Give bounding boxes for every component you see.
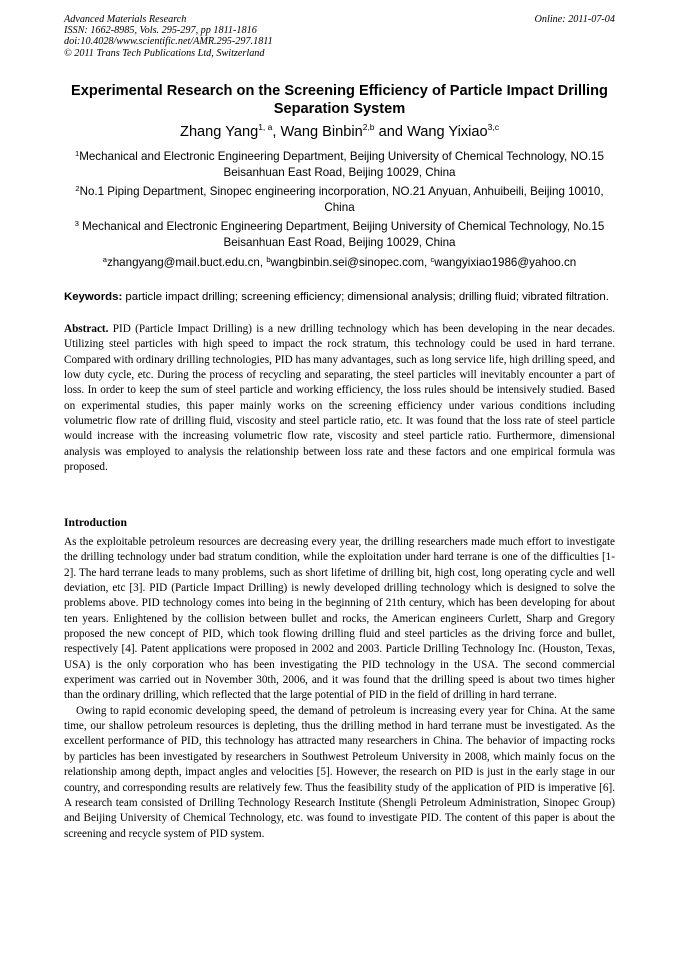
introduction-paragraph: Owing to rapid economic developing speed, the demand of petroleum is increasing every year for China. At the same time, our shallow petroleum resources is depleting, thus the drilling method in hard terrane must be investigated. As the excellent performance of PID, this technology has attracted many researchers in China. The behavior of impacting rocks by particles has been investigated by researchers in Southwest Petroleum University in 2008, which mainly focus on the relationship among depth, impact angles and velocities [5]. However, the research on PID is just in the early stage in our country, and corresponding results are relatively few. Thus the feasibility study of the application of PID is imperative [6]. A research team consisted of Drilling Technology Research Institute (Shengli Petroleum Administration, Sinopec Group) and Beijing University of Chemical Technology, etc. was found to investigate PID. The content of this paper is about the screening and recycle system of PID system. [64, 704, 615, 840]
affiliation [64, 219, 615, 251]
affiliation [64, 184, 615, 216]
email-marker: b [266, 255, 271, 264]
abstract-text: PID (Particle Impact Drilling) is a new drilling technology which has been developing in the near decades. Utilizing steel particles with high speed to impact the rock stratum, this technology could be used in hard terrane. Compared with ordinary drilling technologies, PID has many advantages, such as long service life, high drilling speed, and low duty cycle, etc. During the process of recycling and separating, the steel particles will inevitably encounter a part of loss. In order to keep the sum of steel particle and working efficiency, the loss rules should be intensively studied. Based on experimental studies, this paper mainly works on the screening efficiency under various conditions including volumetric flow rate of drilling fluid, viscosity and steel particle ratio, etc. It was found that the loss rate of steel particle would increase with the increasing volumetric flow rate, viscosity and steel particle ratio. Furthermore, dimensional analysis was employed to analysis the relationship between loss rate and these factors and one empirical formula was proposed. [64, 323, 615, 474]
author-name: Wang Binbin [280, 124, 363, 140]
journal-issn: ISSN: 1662-8985, Vols. 295-297, pp 1811-1816 [64, 25, 257, 37]
journal-doi: doi:10.4028/www.scientific.net/AMR.295-297.1811 [64, 36, 273, 48]
author-affiliation-marker: 3,c [487, 122, 499, 132]
section-heading-introduction: Introduction [64, 516, 127, 529]
affiliation-marker: 2 [75, 184, 80, 193]
keywords-text: particle impact drilling; screening efficiency; dimensional analysis; drilling fluid; vibrated filtration. [122, 291, 609, 303]
introduction-paragraph: As the exploitable petroleum resources are decreasing every year, the drilling researchers made much effort to investigate the drilling technology under bad stratum condition, while the exploitation under hard terrane is one of the difficulties [1-2]. The hard terrane leads to many problems, such as short lifetime of drilling bit, high cost, long operating cycle and well deviation, etc [3]. PID (Particle Impact Drilling) is newly developed drilling technology which is designed to solve the problems above. PID technology comes into being in the beginning of 21th century, which has been developing for about ten years. Enlightened by the collision between bullet and rocks, the American engineers Curlett, Sharp and Gregory proposed the new concept of PID, which took flowing drilling fluid and steel particles as the driving force and bullet, respectively [4]. Patent applications were proposed in 2002 and 2003. Particle Drilling Technology Inc. (Houston, Texas, USA) is the only corporation who has been investigating the PID technology in the USA. The second commercial experiment was carried out in November 30th, 2006, and it was found that the drilling speed is about two times higher than the ordinary drilling, which reflected that the large potential of PID in the field of drilling in hard terrane. [64, 536, 615, 702]
introduction-body [64, 535, 615, 842]
author-emails [64, 255, 615, 271]
abstract-label: Abstract. [64, 323, 109, 335]
affiliation-text: Mechanical and Electronic Engineering Department, Beijing University of Chemical Technology, NO.15 Beisanhuan East Road, Beijing 10029, China [79, 150, 604, 179]
author-affiliation-marker: 1, a [258, 122, 273, 132]
keywords [64, 290, 615, 305]
affiliation [64, 149, 615, 181]
email-address: zhangyang@mail.buct.edu.cn, [106, 256, 267, 269]
keywords-label: Keywords: [64, 291, 123, 303]
journal-name: Advanced Materials Research [64, 14, 187, 25]
journal-header [64, 14, 615, 59]
author-list [64, 123, 615, 141]
author-name: Wang Yixiao [407, 124, 488, 140]
author-name: Zhang Yang [180, 124, 259, 140]
author-separator: , [272, 124, 281, 140]
affiliation-marker: 3 [74, 219, 79, 228]
email-address: wangyixiao1986@yahoo.cn [434, 256, 577, 269]
affiliation-marker: 1 [75, 149, 80, 158]
author-separator: and [374, 124, 408, 140]
online-date: Online: 2011-07-04 [534, 14, 615, 25]
affiliation-text: No.1 Piping Department, Sinopec engineering incorporation, NO.21 Anyuan, Anhuibeili, Beijing 10010, China [79, 185, 604, 214]
affiliation-text: Mechanical and Electronic Engineering Department, Beijing University of Chemical Technology, No.15 Beisanhuan East Road, Beijing 10029, China [78, 220, 605, 249]
abstract [64, 322, 615, 475]
journal-copyright: © 2011 Trans Tech Publications Ltd, Switzerland [64, 47, 265, 59]
email-marker: a [102, 255, 107, 264]
email-marker: c [430, 255, 435, 264]
author-affiliation-marker: 2,b [362, 122, 375, 132]
paper-title: Experimental Research on the Screening Efficiency of Particle Impact Drilling Separation System [71, 83, 608, 117]
email-address: wangbinbin.sei@sinopec.com, [270, 256, 431, 269]
